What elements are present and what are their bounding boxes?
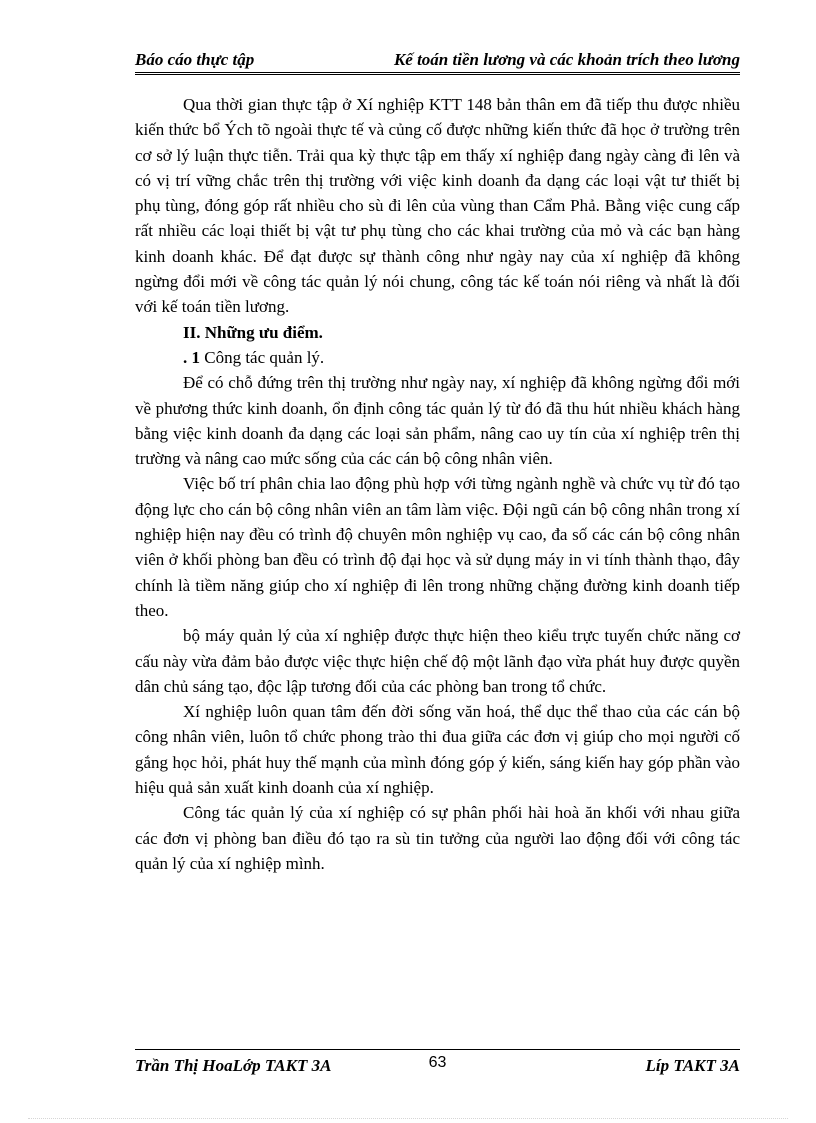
header-right-title: Kế toán tiền lương và các khoản trích theo lương: [393, 50, 740, 69]
header-left-title: Báo cáo thực tập: [135, 50, 255, 69]
subsection-heading: [135, 345, 740, 370]
page-number: 63: [428, 1054, 447, 1071]
page-footer: [135, 1049, 740, 1080]
page-content: [135, 92, 740, 876]
paragraph-labor: Việc bố trí phân chia lao động phù hợp với từng ngành nghề và chức vụ từ đó tạo động lực cho cán bộ công nhân viên an tâm làm việc. Đội ngũ cán bộ công nhân trong xí nghiệp hiện nay đều có trình độ chuyên môn nghiệp vụ cao, đa số các cán bộ công nhân viên ở khối phòng ban đều có trình độ đại học và sử dụng máy in vi tính thành thạo, đây chính là tiềm năng giúp cho xí nghiệp đi lên trong những chặng đường kinh doanh tiếp theo.: [135, 474, 740, 620]
paragraph-market: Để có chỗ đứng trên thị trường như ngày nay, xí nghiệp đã không ngừng đổi mới về phương thức kinh doanh, ổn định công tác quản lý từ đó đã thu hút nhiều khách hàng bằng việc kinh doanh đa dạng các loại sản phẩm, nâng cao uy tín của xí nghiệp trên thị trường và nâng cao mức sống của các cán bộ công nhân viên.: [135, 373, 740, 469]
subsection-number: . 1: [183, 347, 200, 367]
paragraph-intro: Qua thời gian thực tập ở Xí nghiệp KTT 148 bản thân em đã tiếp thu được nhiều kiến thức bổ Ých tõ ngoài thực tế và củng cố được những kiến thức đã học ở trường trên cơ sở lý luận thực tiễn. Trải qua kỳ thực tập em thấy xí nghiệp đang ngày càng đi lên và có vị trí vững chắc trên thị trường với việc kinh doanh đa dạng các loại vật tư thiết bị phụ tùng, đóng góp rất nhiều cho sù đi lên của vùng than Cẩm Phả. Bằng việc cung cấp rất nhiều các loại thiết bị vật tư phụ tùng cho các khai trường của mỏ và các bạn hàng kinh doanh khác. Để đạt được sự thành công như ngày nay của xí nghiệp đã không ngừng đổi mới về công tác quản lý nói chung, công tác kế toán nói riêng và nhất là đối với kế toán tiền lương.: [135, 95, 740, 317]
page-header: [135, 48, 740, 75]
paragraph-management: Công tác quản lý của xí nghiệp có sự phân phối hài hoà ăn khối với nhau giữa các đơn vị phòng ban điều đó tạo ra sù tin tưởng của người lao động đối với công tác quản lý của xí nghiệp mình.: [135, 803, 740, 873]
paragraph-culture: Xí nghiệp luôn quan tâm đến đời sống văn hoá, thể dục thể thao của các cán bộ công nhân viên, luôn tổ chức phong trào thi đua giữa các đơn vị giúp cho mọi người cố gắng học hỏi, phát huy thế mạnh của mình đóng góp ý kiến, sáng kiến hay góp phần vào hiệu quả sản xuất kinh doanh của xí nghiệp.: [135, 702, 740, 798]
subsection-title: Công tác quản lý.: [200, 347, 325, 367]
page-edge-divider: [28, 1118, 788, 1119]
section-heading: II. Những ưu điểm.: [183, 322, 323, 342]
footer-author: Trần Thị HoaLớp TAKT 3A: [135, 1056, 332, 1075]
paragraph-structure: bộ máy quản lý của xí nghiệp được thực hiện theo kiểu trực tuyến chức năng cơ cấu này vừa đảm bảo được việc thực hiện chế độ một lãnh đạo vừa phát huy được quyền dân chủ sáng tạo, độc lập tương đối của các phòng ban trong tổ chức.: [135, 626, 740, 696]
footer-class: Líp TAKT 3A: [645, 1056, 740, 1075]
